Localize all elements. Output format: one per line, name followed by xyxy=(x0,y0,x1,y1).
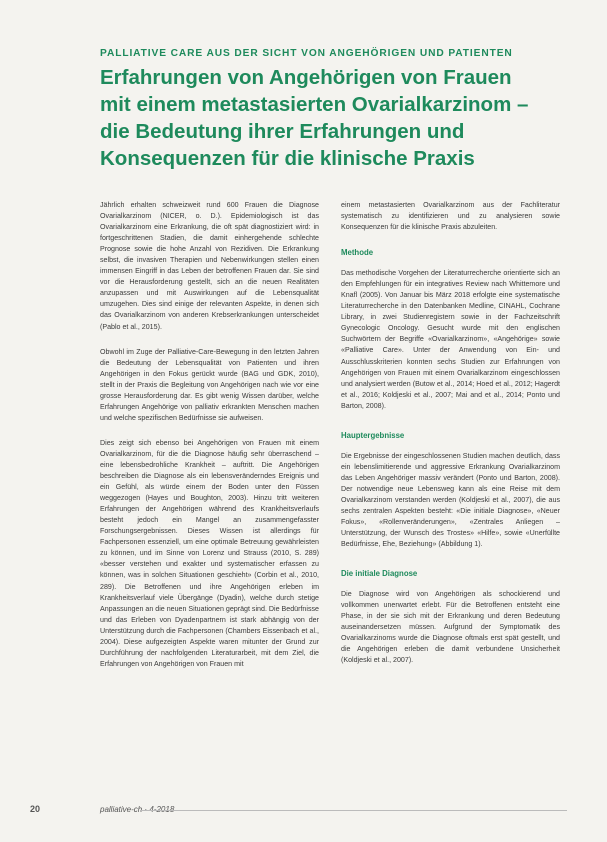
page-number: 20 xyxy=(30,804,41,814)
section-heading: Die initiale Diagnose xyxy=(341,569,418,579)
footer-divider xyxy=(140,810,567,811)
body-paragraph: Das methodische Vorgehen der Literaturrecherche orientierte sich an den Empfehlungen für ein integratives Review nach Whittemore und Knafl (2005). Von Januar bis März 2018 erfolgte eine systematische Literaturrecherche in den Datenbanken Medline, CINAHL, Cochrane Library, in zwei Studienregistern sowie in der Fachzeitschrift Gynecologic Oncology. Gesucht wurde mit den englischen Suchwörtern der Begriffe «Ovarialkarzinom», «Angehörige» sowie «Palliative Care». Unter der Anwendung von Ein- und Ausschlusskriterien konnten sechs Studien zur Erfahrungen von Angehörigen von Frauen mit einem Ovarialkarzinom eingeschlossen und analysiert werden (Butow et al., 2014; Hoed et al., 2012; Hagerdt et al., 2016; Koldjeski et al., 2007; Mai and et al., 2014; Ponto und Barton, 2008). xyxy=(341,269,560,410)
article-title xyxy=(100,64,580,172)
journal-name: palliative-ch · 4-2018 xyxy=(100,805,175,814)
page-footer xyxy=(0,804,607,824)
body-paragraph: einem metastasierten Ovarialkarzinom aus der Fachliteratur systematisch zu identifizieren und zu analysieren sowie Konsequenzen für die klinische Praxis abzuleiten. xyxy=(341,201,560,232)
right-column xyxy=(341,200,560,815)
title-line: die Bedeutung ihrer Erfahrungen und xyxy=(100,120,465,143)
title-line: Erfahrungen von Angehörigen von Frauen xyxy=(100,66,512,89)
body-paragraph: Die Ergebnisse der eingeschlossenen Studien machen deutlich, dass ein lebenslimitierende und aggressive Erkrankung Ovarialkarzinom das Leben Angehöriger massiv verändert (Ponto und Barton, 2008). Der notwendige neue Lebensweg kann als eine Reise mit dem Ovarialkarzinom verstanden werden (Koldjeski et al., 2007), die aus sechs zentralen Aspekten besteht: «Die initiale Diagnose», «Neuer Fokus», «Rollenveränderungen», «Zentrales Anliegen – Unterstützung, der Wunsch des Trostes» «Hilfe», sowie «Unerfüllte Bedürfnisse, Ehe, Beziehung» (Abbildung 1). xyxy=(341,451,560,549)
kicker: PALLIATIVE CARE AUS DER SICHT VON ANGEHÖRIGEN UND PATIENTEN xyxy=(100,48,513,59)
body-paragraph: Jährlich erhalten schweizweit rund 600 Frauen die Diagnose Ovarialkarzinom (NICER, o. D.). Epidemiologisch ist das Ovarialkarzinom eine Erkrankung, die oft spät diagnostiziert wird: in fortgeschrittenen Stadien, die damit einhergehende schlechte Prognose sowie die hohe Anzahl von Rezidiven. Die Erkrankung selbst, die invasiven Therapien und Nebenwirkungen stellen einen immensen Eingriff in das Leben der betroffenen Frauen dar. Sie sind vor die Herausforderung gestellt, sich an die neuen Realitäten anzupassen und mit Auswirkungen auf die Lebensqualität umzugehen. Dies sind einige der relevanten Aspekte, in denen sich das Ovarialkarzinom von anderen Krebserkrankungen unterscheidet (Pablo et al., 2015). xyxy=(100,201,319,331)
left-column xyxy=(100,200,319,815)
section-heading: Hauptergebnisse xyxy=(341,430,405,440)
title-line: Konsequenzen für die klinische Praxis xyxy=(100,147,475,170)
section-heading: Methode xyxy=(341,248,374,258)
body-paragraph: Obwohl im Zuge der Palliative-Care-Bewegung in den letzten Jahren die Bedeutung der Lebensqualität von Patienten und ihren Angehörigen in den Fokus gerückt wurde (BAG und GDK, 2010), stellt in der Praxis die Begleitung von Angehörigen nach wie vor eine grosse Herausforderung dar. Es gibt wenig Wissen darüber, welche Erfahrungen Angehörige von palliativ erkrankten Menschen machen und welche spezifischen Bedürfnisse sie aufweisen. xyxy=(100,347,319,422)
body-paragraph: Die Diagnose wird von Angehörigen als schockierend und vollkommen unerwartet erlebt. Für die Betroffenen entsteht eine Phase, in der sie sich mit der Erkrankung und deren Bedeutung auseinandersetzen müssen. Aufgrund der Symptomatik des Ovarialkarzinoms wurde die Diagnose oftmals erst spät gestellt, und die Angehörigen erleben die damit verbundene Unsicherheit (Koldjeski et al., 2007). xyxy=(341,590,560,665)
body-paragraph: Dies zeigt sich ebenso bei Angehörigen von Frauen mit einem Ovarialkarzinom, für die die Diagnose häufig sehr überraschend – eine lebensbedrohliche Krankheit – auftritt. Die Angehörigen beschreiben die Diagnose als ein lebensveränderndes Ereignis und ein Gefühl, als würde einem der Boden unter den Füssen weggezogen (Hayes und Boughton, 2003). Hinzu tritt weiteren Erfahrungen der Angehörigen während des Krankheitsverlaufs besteht jedoch ein Mangel an zusammengefasster Forschungsergebnissen. Dieses Wissen ist allerdings für Fachpersonen essenziell, um eine optimale Betreuung gewährleisten zu können, und im Sinne von Lorenz und Strauss (2010, S. 289) «besser verstehen und exakter und systematischer erfassen zu können, was in solchen Situationen geschieht» (Corbin et al., 2010, 289). Die Betroffenen und ihre Angehörigen erleben im Krankheitsverlauf viele Übergänge (Dyadin), welche durch stetige Anpassungen an die neuen Situationen geprägt sind. Die Bedürfnisse und das Erleben von Dyadenpartnern ist stark abhängig von der Unterstützung durch die Fachpersonen (Chambers Eissenbach et al., 2004). Diese aufgezeigten Aspekte waren mitunter der Grund zur Durchführung der nachfolgenden Literaturarbeit, mit dem Ziel, die Erfahrungen von Angehörigen von Frauen mit xyxy=(100,438,319,668)
title-line: mit einem metastasierten Ovarialkarzinom – xyxy=(100,93,529,116)
